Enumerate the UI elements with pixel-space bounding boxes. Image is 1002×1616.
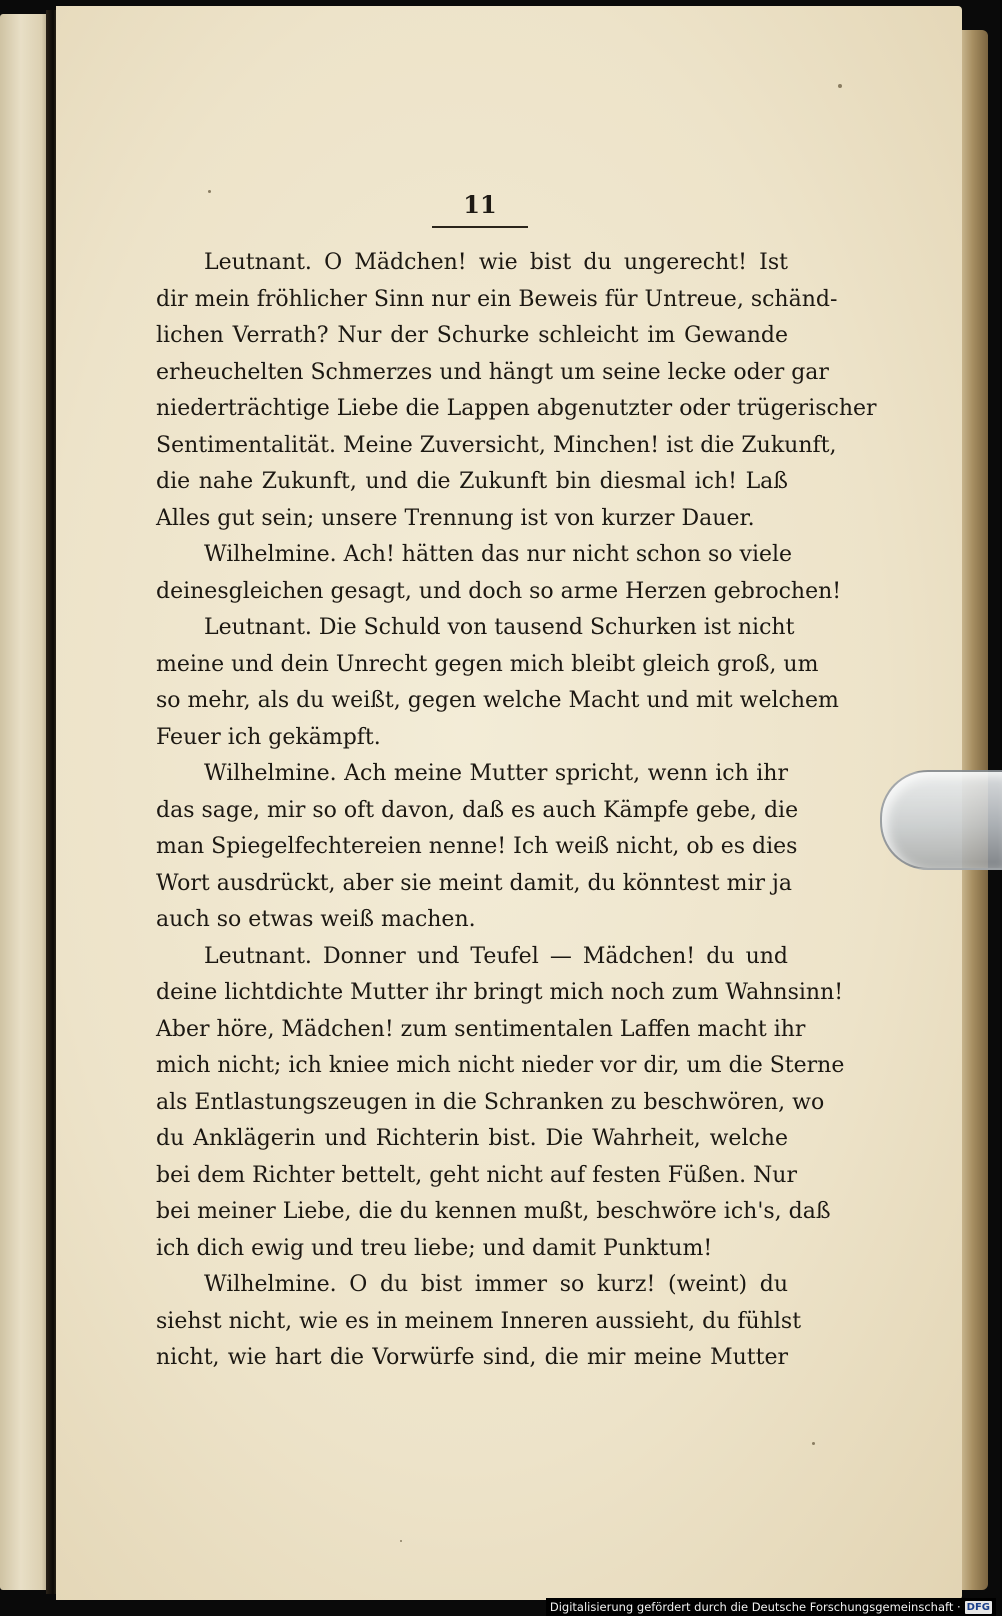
page-number-rule [432,226,528,228]
text-line: Wort ausdrückt, aber sie meint damit, du könntest mir ja [156,870,792,896]
text-line: Aber höre, Mädchen! zum sentimentalen Laffen macht ihr [156,1016,806,1042]
page-number: 11 [463,190,497,219]
dfg-logo: DFG [966,1601,990,1613]
text-line: so mehr, als du weißt, gegen welche Macht und mit welchem [156,688,839,713]
text-line: die nahe Zukunft, und die Zukunft bin diesmal ich! Laß [156,469,788,494]
text-line: niederträchtige Liebe die Lappen abgenutzter oder trügerischer [156,396,877,421]
text-line: lichen Verrath? Nur der Schurke schleicht im Gewande [156,323,788,348]
page-holder-clip [880,770,1002,870]
text-line: Wilhelmine. O du bist immer so kurz! (weint) du [204,1272,788,1297]
text-line: deinesgleichen gesagt, und doch so arme Herzen gebrochen! [156,578,842,604]
text-line: Wilhelmine. Ach meine Mutter spricht, wenn ich ihr [204,761,788,786]
text-line: deine lichtdichte Mutter ihr bringt mich noch zum Wahnsinn! [156,980,844,1005]
text-line: das sage, mir so oft davon, daß es auch Kämpfe gebe, die [156,797,799,823]
text-line: erheuchelten Schmerzes und hängt um seine lecke oder gar [156,359,829,385]
text-line: Feuer ich gekämpft. [156,724,381,750]
text-line: bei dem Richter bettelt, geht nicht auf festen Füßen. Nur [156,1162,797,1188]
text-line: Leutnant. Donner und Teufel — Mädchen! du und [204,943,788,969]
text-line: nicht, wie hart die Vorwürfe sind, die mir meine Mutter [156,1345,788,1370]
text-line: Alles gut sein; unsere Trennung ist von kurzer Dauer. [156,505,755,531]
text-line: als Entlastungszeugen in die Schranken zu beschwören, wo [156,1089,825,1115]
text-line: Leutnant. Die Schuld von tausend Schurken ist nicht [204,615,795,640]
text-line: Wilhelmine. Ach! hätten das nur nicht schon so viele [204,542,793,567]
text-line: Sentimentalität. Meine Zuversicht, Minchen! ist die Zukunft, [156,432,837,458]
digitization-credit [546,1598,996,1616]
text-line: Leutnant. O Mädchen! wie bist du ungerecht! Ist [204,250,788,275]
text-line: ich dich ewig und treu liebe; und damit Punktum! [156,1235,713,1261]
text-line: dir mein fröhlicher Sinn nur ein Beweis für Untreue, schänd- [156,286,838,312]
text-line: bei meiner Liebe, die du kennen mußt, beschwöre ich's, daß [156,1199,831,1224]
text-line: mich nicht; ich kniee mich nicht nieder vor dir, um die Sterne [156,1053,845,1078]
text-line: meine und dein Unrecht gegen mich bleibt gleich groß, um [156,651,819,677]
text-line: siehst nicht, wie es in meinem Inneren aussieht, du fühlst [156,1308,802,1334]
credit-text: Digitalisierung gefördert durch die Deutsche Forschungsgemeinschaft · [549,1600,961,1614]
body-text [156,245,877,1377]
left-page-edge [0,14,52,1590]
text-line: man Spiegelfechtereien nenne! Ich weiß nicht, ob es dies [156,834,798,859]
text-line: du Anklägerin und Richterin bist. Die Wahrheit, welche [156,1126,788,1151]
text-line: auch so etwas weiß machen. [156,907,476,932]
